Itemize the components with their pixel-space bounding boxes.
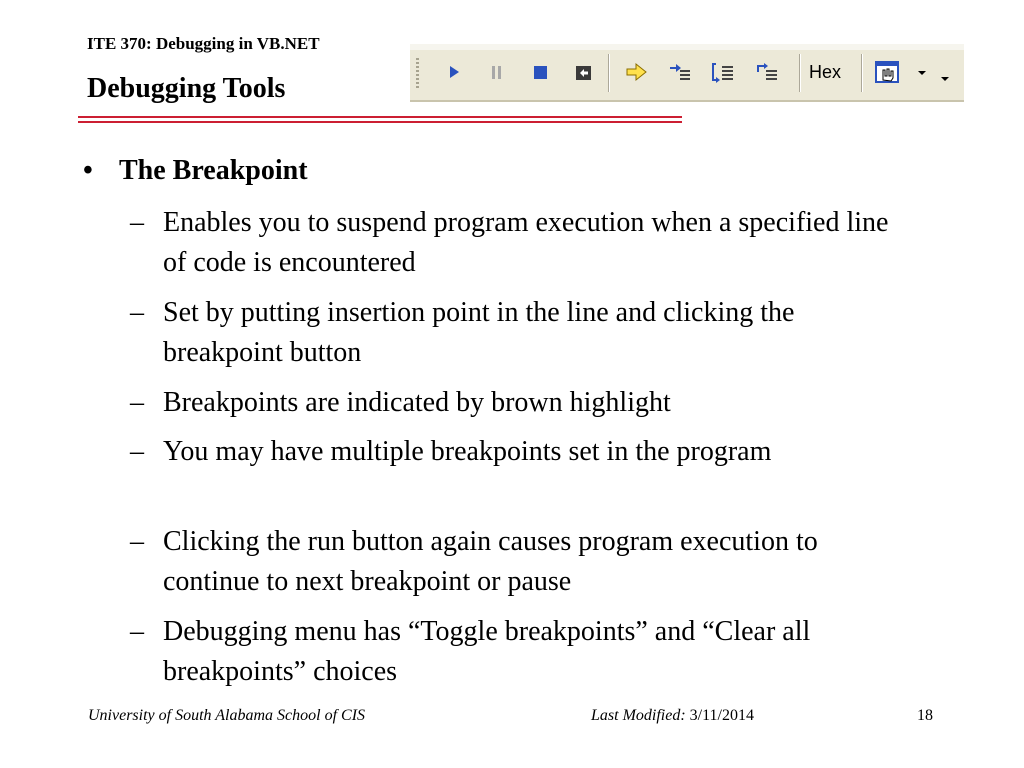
course-title: ITE 370: Debugging in VB.NET: [87, 34, 320, 53]
dropdown-arrow-icon: [915, 58, 929, 86]
stop-icon: [527, 58, 555, 86]
debug-toolbar-image: [410, 44, 964, 102]
list-item: – Set by putting insertion point in the line and clicking the breakpoint button: [130, 293, 903, 373]
list-item-text: Clicking the run button again causes program execution to continue to next breakpoint or pause: [163, 526, 818, 597]
footer-institution: University of South Alabama School of CIS: [88, 707, 366, 724]
last-modified-date: 3/11/2014: [689, 707, 754, 724]
hexadecimal-display: Hex: [809, 62, 842, 82]
list-item: – Clicking the run button again causes program execution to continue to next breakpoint or pause: [130, 522, 903, 602]
main-bullet-label: The Breakpoint: [119, 155, 308, 186]
list-item-text: You may have multiple breakpoints set in the program: [163, 436, 772, 467]
continue-icon: [440, 58, 468, 86]
list-item: – Debugging menu has “Toggle breakpoints” and “Clear all breakpoints” choices: [130, 612, 903, 692]
main-bullet: [83, 155, 308, 187]
list-item-text: Enables you to suspend program execution when a specified line of code is encountered: [163, 207, 889, 278]
title-underline-bottom: [78, 121, 682, 123]
toolbar-options-icon: [938, 58, 952, 86]
step-over-icon: [709, 58, 737, 86]
page-number: 18: [917, 707, 933, 724]
step-out-icon: [753, 58, 781, 86]
toolbar-grip: [416, 58, 419, 88]
list-item-text: Breakpoints are indicated by brown highlight: [163, 387, 671, 418]
footer-last-modified: [591, 707, 754, 725]
list-item: – Breakpoints are indicated by brown highlight: [130, 383, 903, 423]
title-underline-top: [78, 116, 682, 118]
list-item-text: Set by putting insertion point in the line and clicking the breakpoint button: [163, 297, 795, 368]
bullet-symbol: •: [83, 155, 93, 186]
break-all-icon: [483, 58, 511, 86]
restart-icon: [570, 58, 598, 86]
show-next-statement-icon: [623, 58, 651, 86]
slide-title: Debugging Tools: [87, 73, 286, 104]
list-item: – You may have multiple breakpoints set in the program: [130, 432, 903, 472]
breakpoints-window-icon: [874, 58, 904, 86]
list-item: – Enables you to suspend program execution when a specified line of code is encountered: [130, 203, 903, 283]
last-modified-label: Last Modified:: [591, 707, 686, 724]
step-into-icon: [666, 58, 694, 86]
list-item-text: Debugging menu has “Toggle breakpoints” and “Clear all breakpoints” choices: [163, 616, 811, 687]
